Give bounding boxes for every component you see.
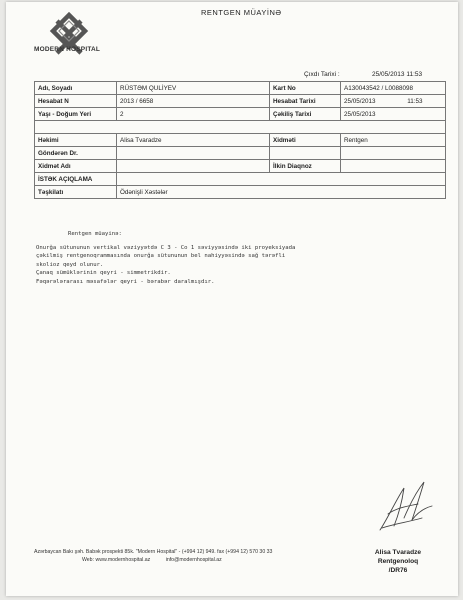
org-label: Təşkilatı [35,186,117,199]
signatory-code: /DR76 [388,567,408,574]
document-title: RENTGEN MÜAYİNƏ [201,8,282,17]
table-row [35,121,446,134]
report-line: çəkilmiş rentgenoqrammasında onurğa sütununun bel nahiyyəsində sağ tərəfli [36,253,286,260]
footer-address: Azərbaycan Bakı şəh. Babək prospekti 85k. "Modern Hospital" - (+994 12) 949. fax (+994 12) 570 30 33 [34,549,273,555]
doctor-value: Alisa Tvaradze [117,134,270,147]
age-label: Yaşı - Doğum Yeri [35,108,117,121]
referrer-label: Göndərən Dr. [35,147,117,160]
handwritten-signature-icon [374,478,440,538]
table-row [35,108,446,121]
issue-date-value: 25/05/2013 11:53 [372,71,423,78]
signatory-name: Alisa Tvaradze [374,549,422,556]
report-line: Çanaq sümüklərinin qeyri - simmetrikdir. [36,270,171,277]
brand-name: MODERN HOSPITAL [34,46,101,53]
table-row [35,160,446,173]
card-label: Kart No [270,82,341,95]
footer-contact [34,548,272,564]
report-body [36,230,446,287]
diagnosis-label: İlkin Diaqnoz [270,160,341,173]
empty-value [341,147,446,160]
document-page [6,2,458,596]
doctor-label: Həkimi [35,134,117,147]
table-row [35,186,446,199]
org-value: Ödənişli Xəstələr [117,186,446,199]
account-date-cell [341,95,446,108]
service-label: Xidməti [270,134,341,147]
issue-date-label: Çıxdı Tarixi : [304,71,340,78]
shoot-date-value: 25/05/2013 [341,108,446,121]
report-line: Fəqərələrarası məsafələr qeyri - bərabər daralmışdır. [36,278,215,285]
account-date-label: Hesabat Tarixi [270,95,341,108]
diagnosis-value [341,160,446,173]
service-value: Rentgen [341,134,446,147]
card-value: A130043542 / L0088098 [341,82,446,95]
account-time-value: 11:53 [407,97,423,105]
patient-info-table [34,81,446,199]
account-value: 2013 / 6658 [117,95,270,108]
signatory-block [361,548,435,575]
table-row [35,147,446,160]
empty-label [270,147,341,160]
table-row [35,173,446,186]
account-date-value: 25/05/2013 [344,97,376,105]
shoot-date-label: Çəkiliş Tarixi [270,108,341,121]
name-label: Adı, Soyadı [35,82,117,95]
table-row [35,134,446,147]
table-row [35,82,446,95]
age-value: 2 [117,108,270,121]
table-row [35,95,446,108]
account-label: Hesabat N [35,95,117,108]
footer-web-link: Web: www.modernhospital.az [82,557,151,563]
service-name-value [117,160,270,173]
request-value [117,173,446,186]
report-heading: Rentgen müayinə: [68,231,122,237]
request-label: İSTƏK AÇIQLAMA [35,173,117,186]
report-line: skolioz qeyd olunur. [36,261,104,268]
name-value: RÜSTƏM QULİYEV [117,82,270,95]
referrer-value [117,147,270,160]
signatory-title: Rentgenoloq [377,558,419,565]
service-name-label: Xidmət Adı [35,160,117,173]
footer-email: info@modernhospital.az [165,557,222,563]
report-line: Onurğa sütununun vertikal vəziyyətdə C 3 - Co 1 səviyyəsində iki proyeksiyada [36,244,296,251]
